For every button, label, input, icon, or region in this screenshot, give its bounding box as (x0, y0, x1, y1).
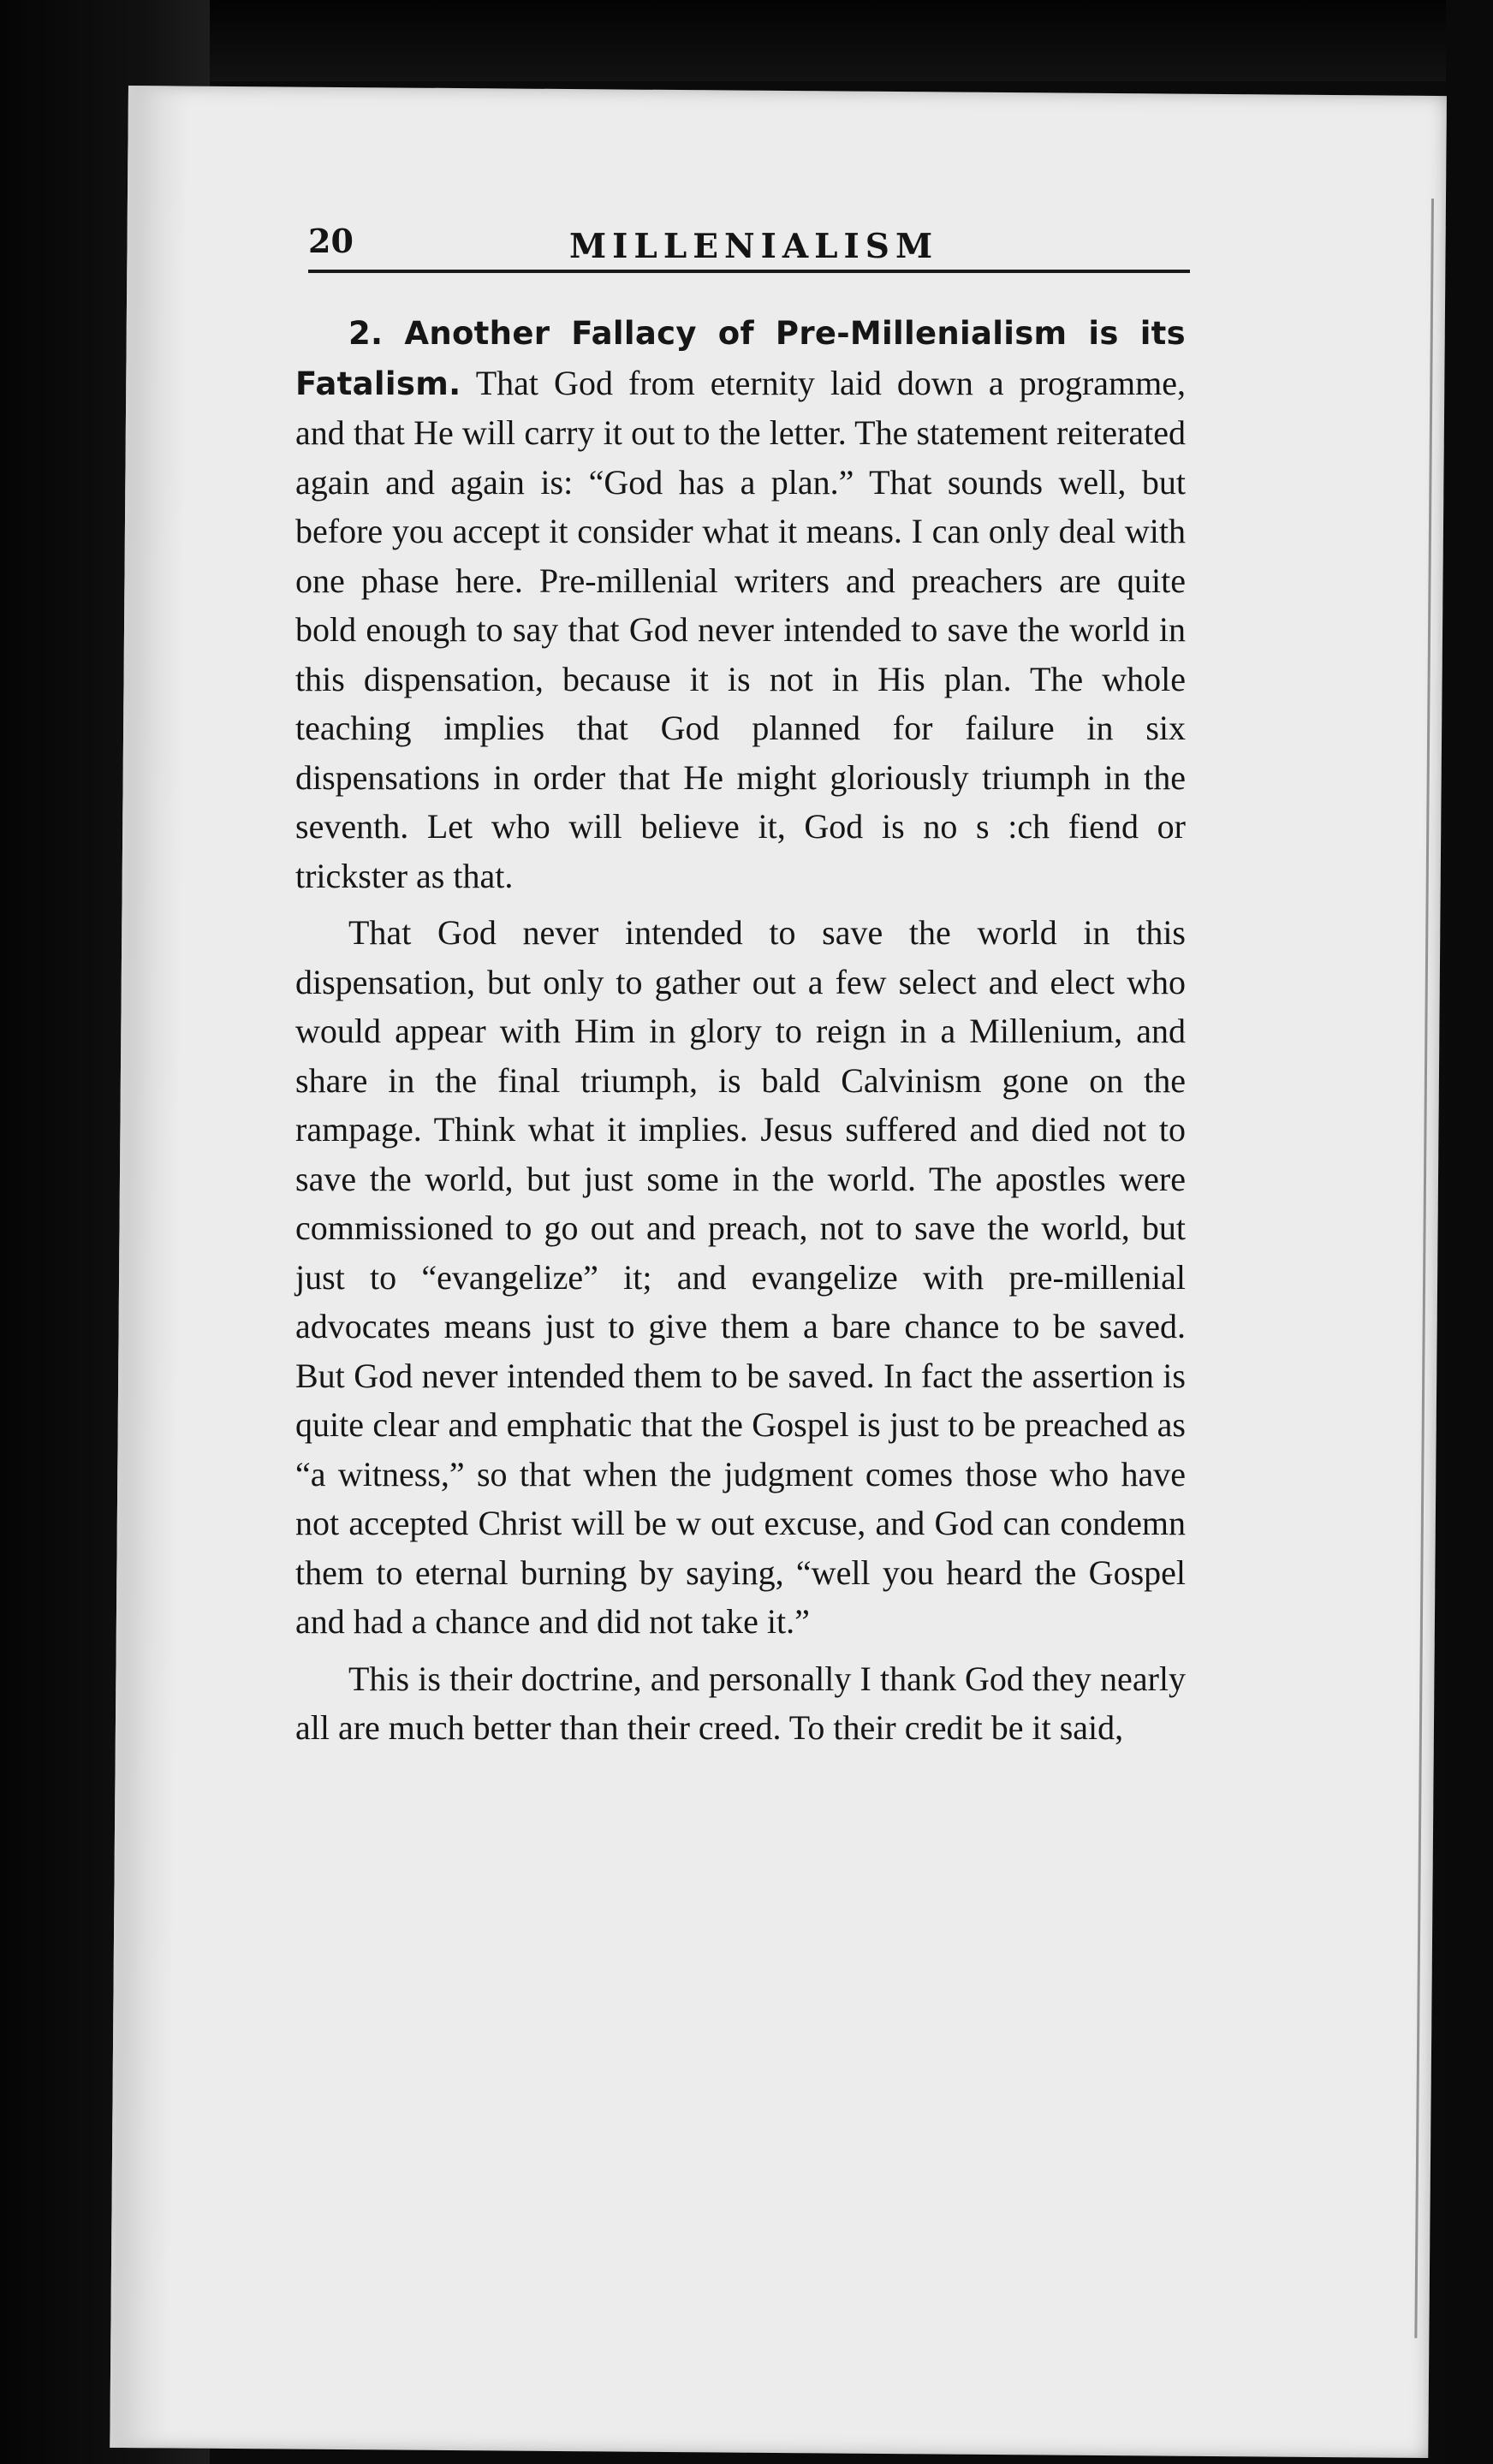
scan-border-right (1446, 0, 1493, 2464)
page-edge-shadow (1414, 199, 1434, 2338)
page-header (308, 141, 1340, 266)
paragraph-1 (295, 308, 1186, 900)
page-number: 20 (308, 222, 354, 260)
paragraph-text: That God never intended to save the world in this dispensation, but only to gather out a few select and elect who would appear with Him in glory to reign in a Millenium, and share in the final triumph, is bald Calvinism gone on the rampage. Think what it implies. Jesus suffered and died not to save the world, but just some in the world. The apostles were commissioned to go out and preach, not to save the world, but just to “evangelize” it; and evangelize with pre-millenial advocates means just to give them a bare chance to be saved. But God never intended them to be saved. In fact the assertion is quite clear and emphatic that the Gospel is just to be preached as “a witness,” so that when the judgment comes those who have not accepted Christ will be w out excuse, and God can condemn them to eternal burning by saying, “well you heard the Gospel and had a chance and did not take it.” (295, 913, 1186, 1641)
scan-border-top (0, 0, 1493, 81)
paragraph-2 (295, 908, 1186, 1647)
paragraph-3 (295, 1654, 1186, 1753)
paragraph-text: This is their doctrine, and personally I thank God they nearly all are much better than their creed. To their credit be it said, (295, 1659, 1186, 1747)
body-text (295, 308, 1186, 1753)
running-title: MILLENIALISM (569, 227, 939, 266)
paragraph-text: That God from eternity laid down a programme, and that He will carry it out to the letter. The statement reiterated again and again is: “God has a plan.” That sounds well, but before you accept it consider what it means. I can only deal with one phase here. Pre-millenial writers and preachers are quite bold enough to say that God never intended to save the world in this dispensation, because it is not in His plan. The whole teaching implies that God planned for failure in six dispensations in order that He might gloriously triumph in the seventh. Let who will believe it, God is no s :ch fiend or trickster as that. (295, 363, 1186, 895)
header-divider (308, 270, 1190, 273)
section-lead: 2. Another Fallacy of Pre-Millenialism is its Fatalism. (295, 315, 1186, 402)
